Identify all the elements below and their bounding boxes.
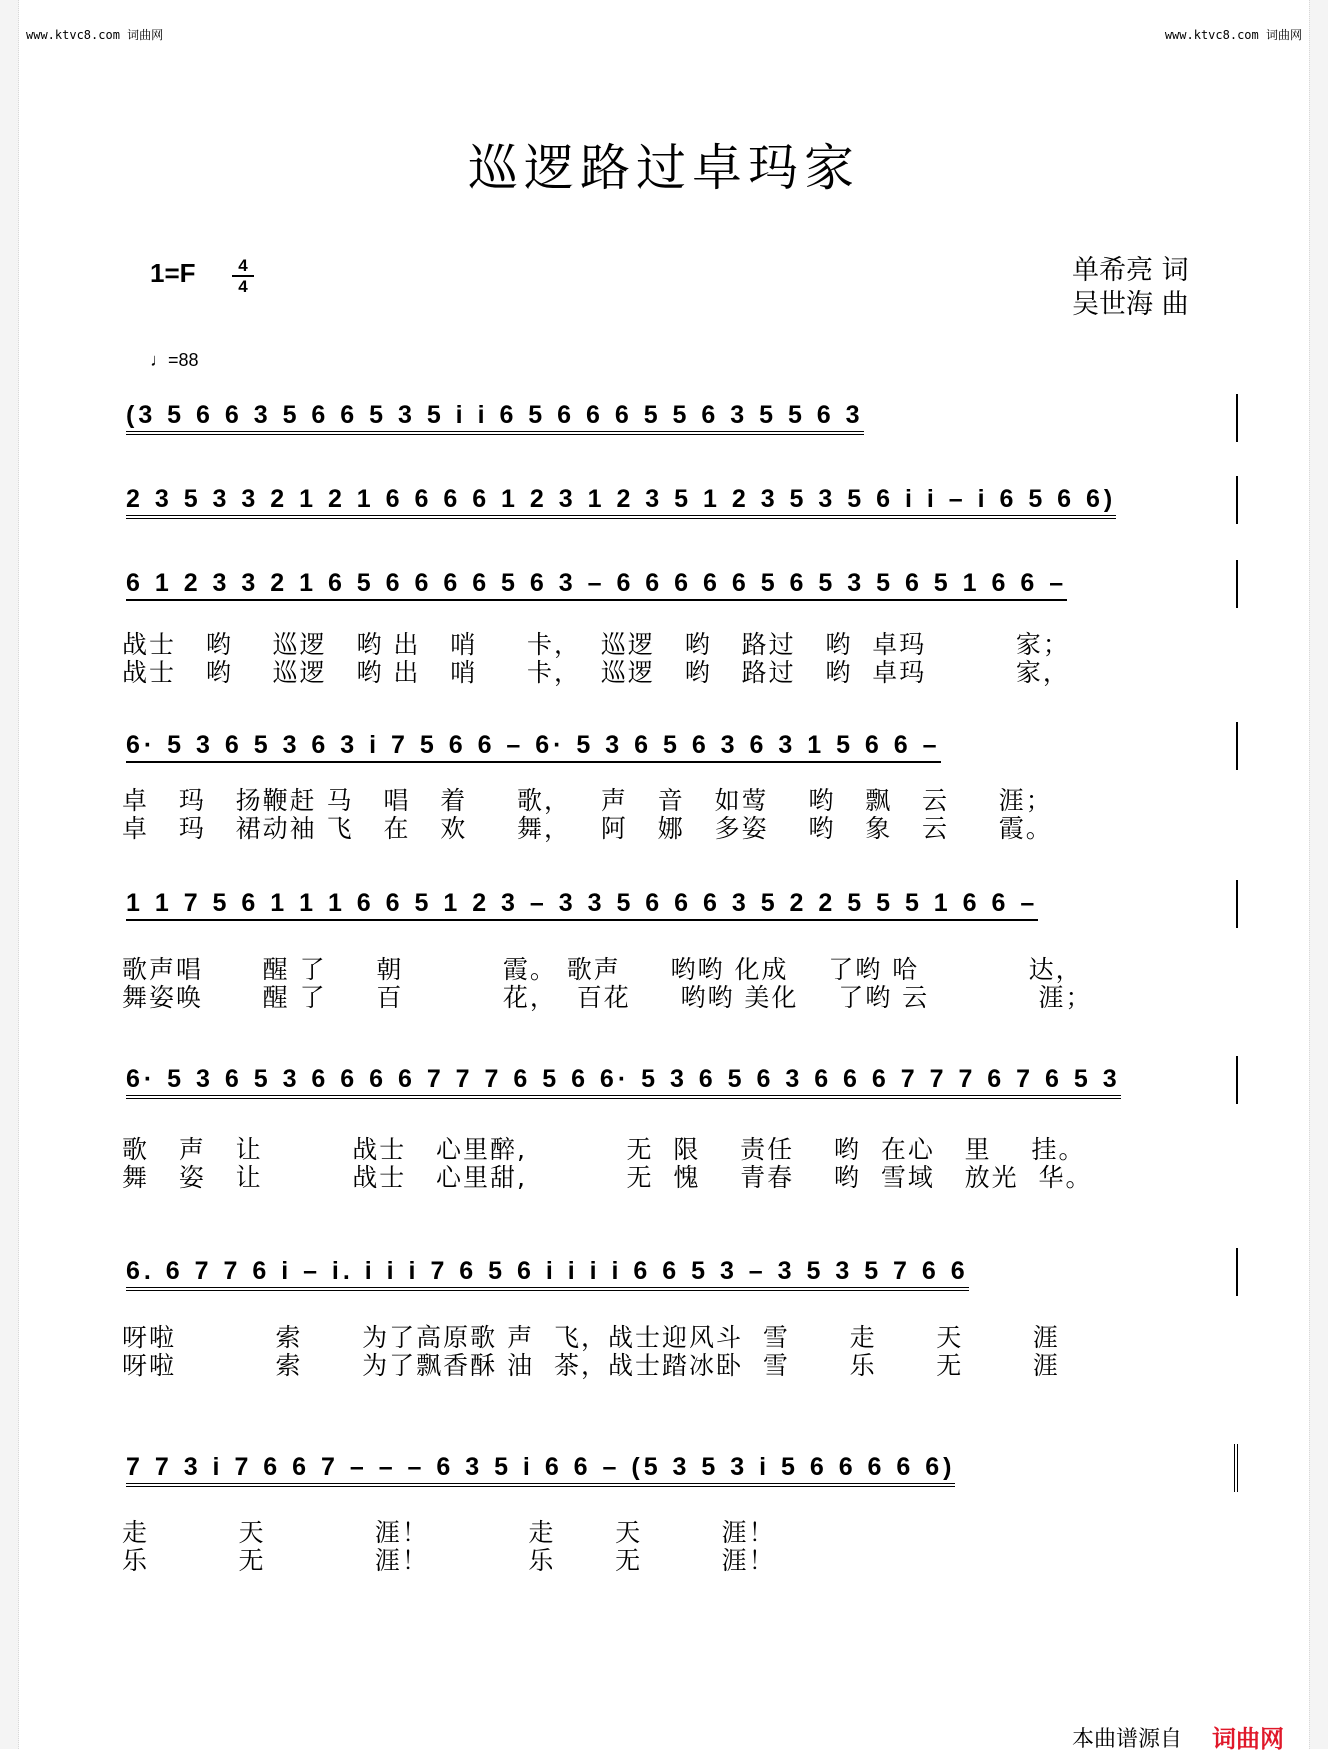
score-line-1 xyxy=(126,400,1238,430)
lyric-line-3a: 战士 哟 巡逻 哟 出 哨 卡， 巡逻 哟 路过 哟 卓玛 家； xyxy=(122,630,1070,659)
footer-brand-link[interactable]: 词曲网 xyxy=(1212,1725,1284,1753)
header-right xyxy=(1165,26,1302,43)
lyric-line-8a: 走 天 涯！ 走 天 涯！ xyxy=(122,1518,776,1547)
lyric-line-7b: 呀啦 索 为了飘香酥 油 茶，战士踏冰卧 雪 乐 无 涯 xyxy=(122,1351,1060,1380)
final-barline xyxy=(1234,1444,1238,1492)
score-text: 6. 6 7 7 6 i – i. i i i 7 6 5 6 i i i i 6 6 5 3 – 3 5 3 5 7 6 6 xyxy=(126,1257,969,1291)
score-text: (3 5 6 6 3 5 6 6 5 3 5 i i 6 5 6 6 6 5 5 6 3 5 5 6 3 xyxy=(126,401,864,435)
barline xyxy=(1236,476,1238,524)
time-signature-bottom: 4 xyxy=(238,277,248,296)
right-watermark-strip xyxy=(1309,0,1328,1749)
header-left xyxy=(26,26,163,43)
score-text: 1 1 7 5 6 1 1 1 6 6 5 1 2 3 – 3 3 5 6 6 6 3 5 2 2 5 5 5 1 6 6 – xyxy=(126,889,1038,921)
lyric-line-6b: 舞 姿 让 战士 心里甜, 无 愧 青春 哟 雪域 放光 华。 xyxy=(122,1163,1093,1192)
barline xyxy=(1236,560,1238,608)
score-line-4 xyxy=(126,730,1238,760)
tempo-marking: ♩=88 xyxy=(150,350,199,370)
site-name: 词曲网 xyxy=(127,28,164,42)
time-signature xyxy=(232,256,254,296)
score-line-3 xyxy=(126,568,1238,598)
lyric-line-4a: 卓 玛 扬鞭赶 马 唱 着 歌， 声 音 如莺 哟 飘 云 涯； xyxy=(122,786,1053,815)
barline xyxy=(1236,722,1238,770)
lyric-line-6a: 歌 声 让 战士 心里醉, 无 限 责任 哟 在心 里 挂。 xyxy=(122,1135,1086,1164)
footer-source-text: 本曲谱源自 xyxy=(1072,1727,1183,1752)
lyric-line-3b: 战士 哟 巡逻 哟 出 哨 卡， 巡逻 哟 路过 哟 卓玛 家， xyxy=(122,658,1070,687)
lyric-line-5a: 歌声唱 醒 了 朝 霞。 歌声 哟哟 化成 了哟 哈 达， xyxy=(122,955,1083,984)
score-line-7 xyxy=(126,1256,1238,1286)
lyricist: 单希亮 词 xyxy=(1072,255,1189,286)
site-url[interactable]: www.ktvc8.com xyxy=(1164,28,1259,42)
score-text: 6 1 2 3 3 2 1 6 5 6 6 6 6 5 6 3 – 6 6 6 6 6 5 6 5 3 5 6 5 1 6 6 – xyxy=(126,569,1067,601)
lyric-line-8b: 乐 无 涯！ 乐 无 涯！ xyxy=(122,1546,776,1575)
lyric-line-5b: 舞姿唤 醒 了 百 花， 百花 哟哟 美化 了哟 云 涯； xyxy=(122,983,1093,1012)
barline xyxy=(1236,1248,1238,1296)
barline xyxy=(1236,880,1238,928)
score-text: 6· 5 3 6 5 3 6 3 i 7 5 6 6 – 6· 5 3 6 5 6 3 6 3 1 5 6 6 – xyxy=(126,731,941,763)
score-line-2 xyxy=(126,484,1238,514)
score-text: 2 3 5 3 3 2 1 2 1 6 6 6 6 1 2 3 1 2 3 5 1 2 3 5 3 5 6 i i – i 6 5 6 6) xyxy=(126,485,1116,519)
score-text: 7 7 3 i 7 6 6 7 – – – 6 3 5 i 6 6 – (5 3 5 3 i 5 6 6 6 6 6) xyxy=(126,1453,955,1487)
site-name: 词曲网 xyxy=(1265,28,1302,42)
composer: 吴世海 曲 xyxy=(1072,289,1189,320)
time-signature-top: 4 xyxy=(232,256,254,277)
site-url[interactable]: www.ktvc8.com xyxy=(26,28,120,42)
song-title: 巡逻路过卓玛家 xyxy=(468,139,860,197)
score-text: 6· 5 3 6 5 3 6 6 6 6 7 7 7 6 5 6 6· 5 3 6 5 6 3 6 6 6 7 7 7 6 7 6 5 3 xyxy=(126,1065,1121,1099)
score-line-6 xyxy=(126,1064,1238,1094)
left-watermark-strip xyxy=(0,0,19,1749)
score-line-8 xyxy=(126,1452,1238,1482)
lyric-line-7a: 呀啦 索 为了高原歌 声 飞，战士迎风斗 雪 走 天 涯 xyxy=(122,1323,1060,1352)
lyric-line-4b: 卓 玛 裙动袖 飞 在 欢 舞， 阿 娜 多姿 哟 象 云 霞。 xyxy=(122,814,1053,843)
key-signature: 1=F xyxy=(150,258,196,288)
barline xyxy=(1236,394,1238,442)
barline xyxy=(1236,1056,1238,1104)
score-line-5 xyxy=(126,888,1238,918)
